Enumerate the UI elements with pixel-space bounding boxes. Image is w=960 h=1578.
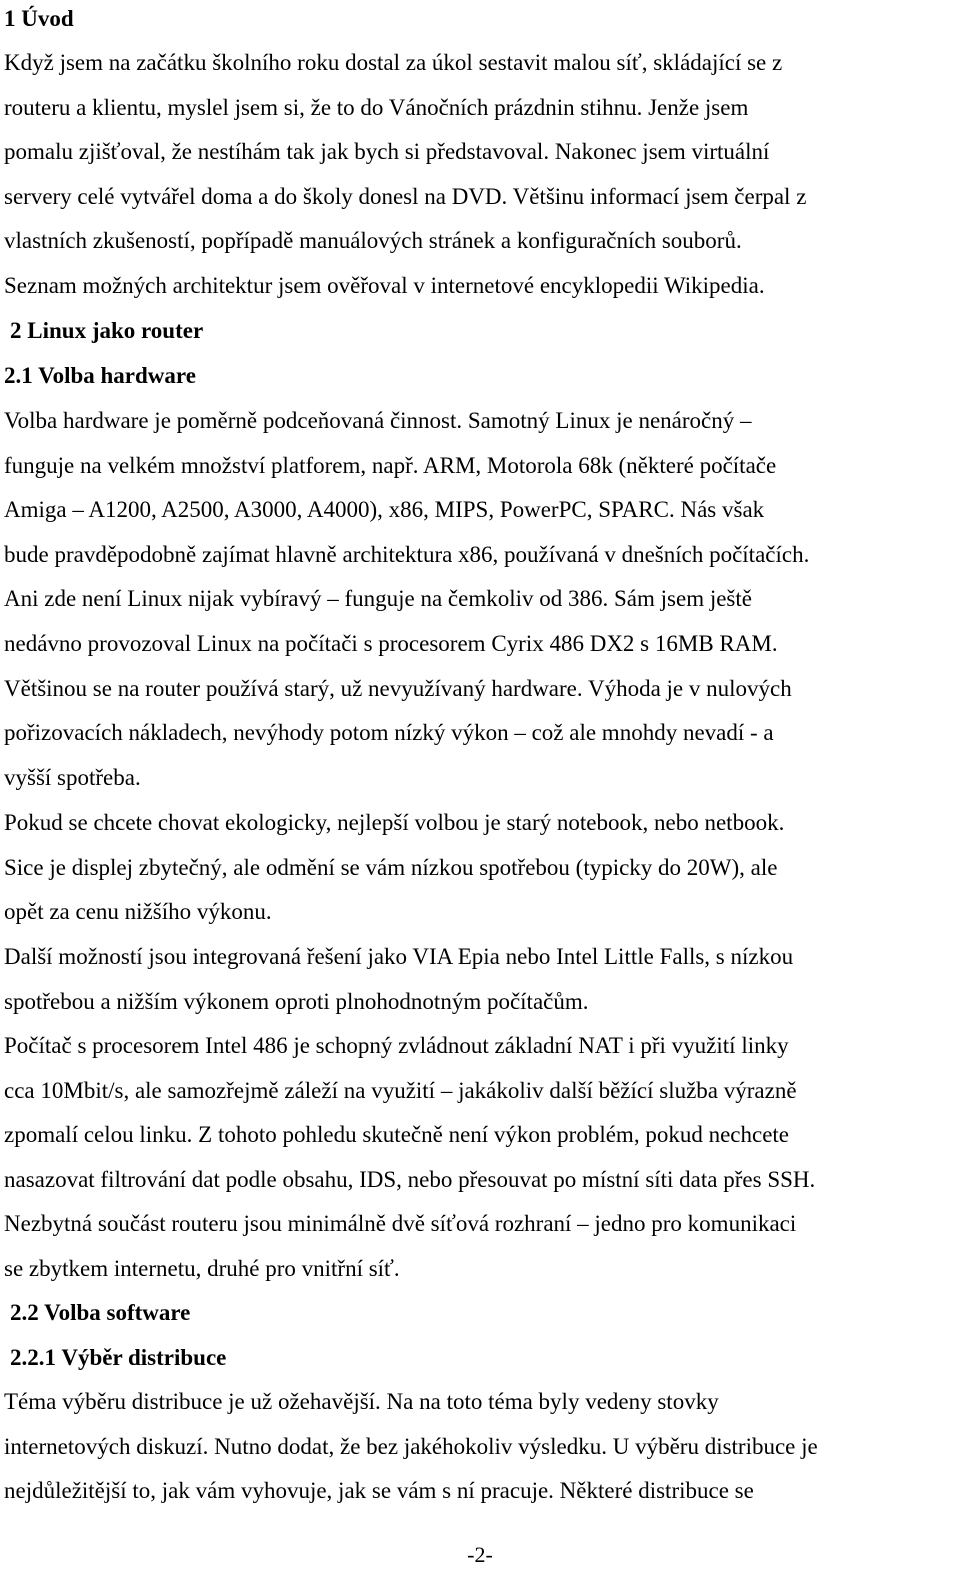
- paragraph-intro: Když jsem na začátku školního roku dostal za úkol sestavit malou síť, skládající se z routeru a klientu, myslel jsem si, že to do Vánočních prázdnin stihnu. Jenže jsem pomalu zjišťoval, že nestíhám tak jak bych si představoval. Nakonec jsem virtuální servery celé vytvářel doma a do školy donesl na DVD. Většinu informací jsem čerpal z vlastních zkušeností, popřípadě manuálových stránek a konfiguračních souborů. Seznam možných architektur jsem ověřoval v internetové encyklopedii Wikipedia.: [4, 50, 807, 298]
- paragraph-hardware-5: Nezbytná součást routeru jsou minimálně dvě síťová rozhraní – jedno pro komunikaci se zbytkem internetu, druhé pro vnitřní síť.: [4, 1211, 797, 1281]
- section-heading-software: 2.2 Volba software: [10, 1300, 191, 1325]
- paragraph-distro: Téma výběru distribuce je už ožehavější. Na na toto téma byly vedeny stovky internetových diskuzí. Nutno dodat, že bez jakéhokoliv výsledku. U výběru distribuce je nejdůležitější to, jak vám vyhovuje, jak se vám s ní pracuje. Některé distribuce se: [4, 1389, 818, 1504]
- page-number: -2-: [467, 1542, 493, 1567]
- paragraph-hardware-2: Pokud se chcete chovat ekologicky, nejlepší volbou je starý notebook, nebo netbook. Sice je displej zbytečný, ale odmění se vám nízkou spotřebou (typicky do 20W), ale opět za cenu nižšího výkonu.: [4, 810, 785, 925]
- paragraph-hardware-3: Další možností jsou integrovaná řešení jako VIA Epia nebo Intel Little Falls, s nízkou spotřebou a nižším výkonem oproti plnohodnotným počítačům.: [4, 944, 794, 1014]
- section-heading-hardware: 2.1 Volba hardware: [4, 363, 196, 388]
- section-heading-intro: 1 Úvod: [4, 6, 74, 31]
- section-heading-linux-router: 2 Linux jako router: [10, 318, 204, 343]
- paragraph-hardware-1: Volba hardware je poměrně podceňovaná činnost. Samotný Linux je nenáročný – funguje na velkém množství platforem, např. ARM, Motorola 68k (některé počítače Amiga – A1200, A2500, A3000, A4000), x86, MIPS, PowerPC, SPARC. Nás však bude pravděpodobně zajímat hlavně architektura x86, používaná v dnešních počítačích. Ani zde není Linux nijak vybíravý – funguje na čemkoliv od 386. Sám jsem ještě nedávno provozoval Linux na počítači s procesorem Cyrix 486 DX2 s 16MB RAM. Většinou se na router používá starý, už nevyužívaný hardware. Výhoda je v nulových pořizovacích nákladech, nevýhody potom nízký výkon – což ale mnohdy nevadí - a vyšší spotřeba.: [4, 408, 810, 790]
- paragraph-hardware-4: Počítač s procesorem Intel 486 je schopný zvládnout základní NAT i při využití linky cca 10Mbit/s, ale samozřejmě záleží na využití – jakákoliv další běžící služba výrazně zpomalí celou linku. Z tohoto pohledu skutečně není výkon problém, pokud nechcete nasazovat filtrování dat podle obsahu, IDS, nebo přesouvat po místní síti data přes SSH.: [4, 1033, 816, 1192]
- section-heading-distro: 2.2.1 Výběr distribuce: [10, 1345, 227, 1370]
